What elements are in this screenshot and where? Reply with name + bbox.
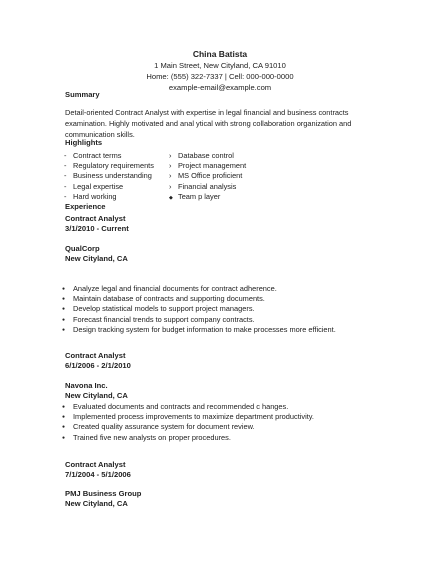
duty-item: ● Develop statistical models to support project managers.	[60, 304, 336, 314]
job-company: QualCorp	[65, 244, 100, 253]
duty-item: ● Trained five new analysts on proper procedures.	[60, 433, 314, 443]
highlight-item: - Business understanding	[64, 171, 154, 181]
job-location: New Cityland, CA	[65, 499, 128, 508]
duty-item: ● Created quality assurance system for document review.	[60, 422, 314, 432]
job-location: New Cityland, CA	[65, 254, 128, 263]
duty-item: ● Analyze legal and financial documents for contract adherence.	[60, 284, 336, 294]
highlight-item: ◆ Team p layer	[169, 192, 246, 202]
job-dates: 7/1/2004 - 5/1/2006	[65, 470, 131, 479]
job-title: Contract Analyst	[65, 460, 126, 469]
highlights-heading: Highlights	[65, 138, 103, 147]
highlight-item: - Hard working	[64, 192, 154, 202]
highlight-item: - Regulatory requirements	[64, 161, 154, 171]
job-company: Navona Inc.	[65, 381, 108, 390]
job-dates: 3/1/2010 - Current	[65, 224, 129, 233]
highlight-item: › MS Office proficient	[169, 171, 246, 181]
highlights-right-list	[169, 151, 246, 202]
highlight-item: - Legal expertise	[64, 182, 154, 192]
duty-item: ● Forecast financial trends to support company contracts.	[60, 315, 336, 325]
job-duties-list	[60, 284, 336, 335]
duty-item: ● Evaluated documents and contracts and recommended c hanges.	[60, 402, 314, 412]
highlight-item: › Project management	[169, 161, 246, 171]
duty-item: ● Implemented process improvements to maximize department productivity.	[60, 412, 314, 422]
highlight-item: › Database control	[169, 151, 246, 161]
experience-heading: Experience	[65, 202, 106, 211]
highlight-item: › Financial analysis	[169, 182, 246, 192]
duty-item: ● Maintain database of contracts and supporting documents.	[60, 294, 336, 304]
job-company: PMJ Business Group	[65, 489, 142, 498]
summary-text: Detail-oriented Contract Analyst with expertise in legal financial and business contracts examination. Highly motivated and anal ytical with strong collaboration organization and communication skills.	[65, 108, 352, 139]
job-title: Contract Analyst	[65, 214, 126, 223]
job-title: Contract Analyst	[65, 351, 126, 360]
address-line: 1 Main Street, New Cityland, CA 91010	[154, 61, 286, 70]
email-line: example-email@example.com	[168, 83, 272, 92]
candidate-name: China Batista	[192, 49, 248, 59]
job-duties-list	[60, 402, 314, 443]
summary-heading: Summary	[65, 90, 100, 99]
highlight-item: - Contract terms	[64, 151, 154, 161]
phone-line: Home: (555) 322-7337 | Cell: 000-000-0000	[146, 72, 294, 81]
job-location: New Cityland, CA	[65, 391, 128, 400]
duty-item: ● Design tracking system for budget information to make processes more efficient.	[60, 325, 336, 335]
highlights-left-list	[64, 151, 154, 202]
job-dates: 6/1/2006 - 2/1/2010	[65, 361, 131, 370]
